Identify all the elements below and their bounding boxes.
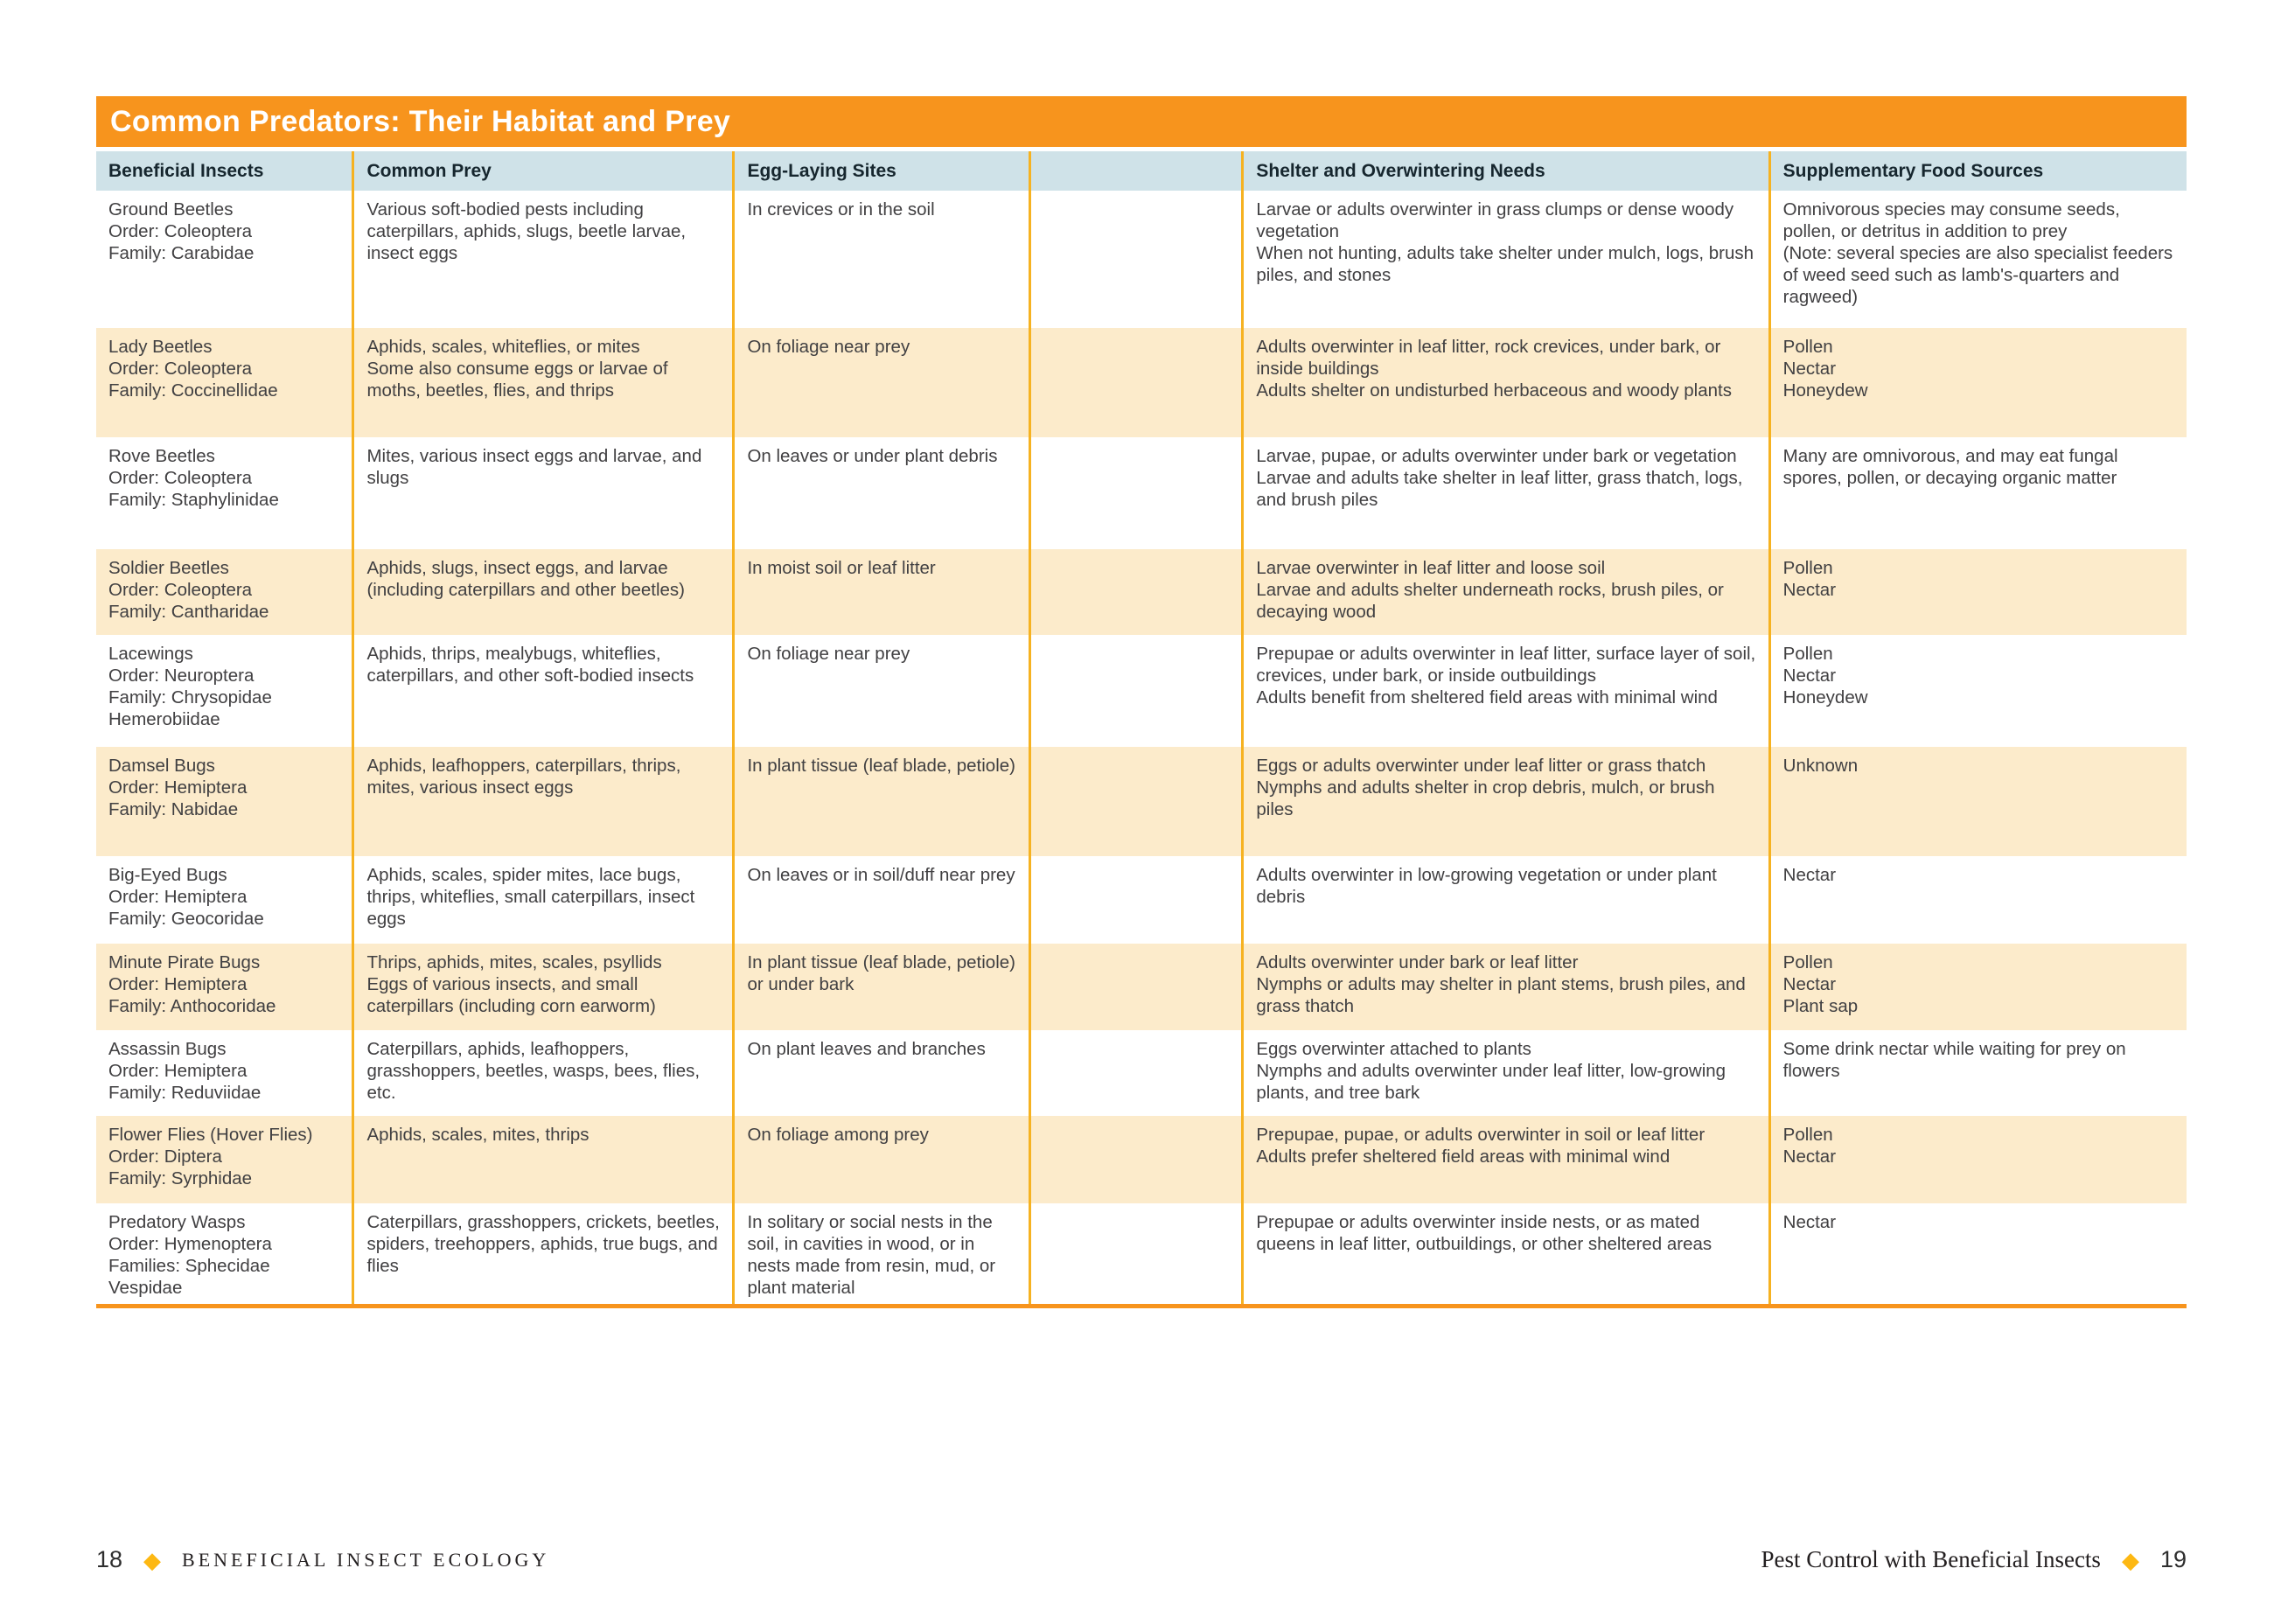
cell-insect	[96, 191, 353, 328]
cell-text: Eggs overwinter attached to plants	[1256, 1039, 1531, 1059]
cell-text: Soldier Beetles	[108, 558, 229, 578]
cell-text: Eggs of various insects, and small caterpillars (including corn earworm)	[366, 974, 656, 1016]
cell-text: Family: Carabidae	[108, 243, 255, 263]
cell-empty	[1029, 635, 1243, 747]
cell-food	[1769, 549, 2187, 635]
page-footer	[96, 1546, 2187, 1573]
footer-left	[96, 1546, 549, 1573]
cell-text: Hemerobiidae	[108, 709, 220, 729]
cell-empty	[1029, 328, 1243, 437]
cell-text: Lacewings	[108, 644, 193, 664]
cell-text: In moist soil or leaf litter	[747, 558, 936, 578]
cell-egg-sites	[734, 1203, 1029, 1307]
cell-text: Mites, various insect eggs and larvae, and slugs	[366, 446, 702, 488]
predators-data-table	[96, 151, 2187, 1308]
cell-text: Family: Cantharidae	[108, 602, 269, 622]
cell-shelter	[1243, 635, 1769, 747]
cell-text: Some drink nectar while waiting for prey on flowers	[1782, 1039, 2126, 1081]
table-row	[96, 328, 2187, 437]
cell-food	[1769, 856, 2187, 944]
cell-text: Larvae overwinter in leaf litter and loose soil	[1256, 558, 1606, 578]
cell-text: Nymphs and adults overwinter under leaf litter, low-growing plants, and tree bark	[1256, 1061, 1726, 1103]
cell-egg-sites	[734, 191, 1029, 328]
cell-empty	[1029, 549, 1243, 635]
cell-empty	[1029, 437, 1243, 549]
cell-text: Some also consume eggs or larvae of moths, beetles, flies, and thrips	[366, 359, 668, 401]
cell-text: Aphids, scales, whiteflies, or mites	[366, 337, 640, 357]
cell-empty	[1029, 191, 1243, 328]
cell-prey	[353, 944, 734, 1030]
header-row	[96, 151, 2187, 191]
cell-prey	[353, 1116, 734, 1203]
cell-text: Prepupae or adults overwinter in leaf litter, surface layer of soil, crevices, under bark, or inside outbuildings	[1256, 644, 1756, 686]
cell-text: Aphids, slugs, insect eggs, and larvae (including caterpillars and other beetles)	[366, 558, 685, 600]
cell-text: Family: Staphylinidae	[108, 490, 279, 510]
cell-egg-sites	[734, 437, 1029, 549]
cell-insect	[96, 747, 353, 856]
cell-food	[1769, 1203, 2187, 1307]
cell-text: Aphids, thrips, mealybugs, whiteflies, caterpillars, and other soft-bodied insects	[366, 644, 694, 686]
cell-text: Order: Hemiptera	[108, 1061, 248, 1081]
cell-shelter	[1243, 1203, 1769, 1307]
cell-empty	[1029, 1030, 1243, 1116]
header-common-prey: Common Prey	[353, 151, 734, 191]
cell-text: Larvae and adults shelter underneath rocks, brush piles, or decaying wood	[1256, 580, 1724, 622]
cell-text: Predatory Wasps	[108, 1212, 246, 1232]
cell-insect	[96, 437, 353, 549]
cell-text: Family: Chrysopidae	[108, 687, 272, 707]
cell-text: Adults overwinter under bark or leaf litter	[1256, 952, 1579, 972]
cell-text: Nectar	[1782, 666, 1837, 686]
cell-text: Adults benefit from sheltered field areas with minimal wind	[1256, 687, 1718, 707]
cell-text: Order: Hemiptera	[108, 777, 248, 798]
cell-text: Nectar	[1782, 359, 1837, 379]
cell-egg-sites	[734, 328, 1029, 437]
footer-right	[1761, 1546, 2187, 1573]
header-beneficial-insects: Beneficial Insects	[96, 151, 353, 191]
cell-shelter	[1243, 856, 1769, 944]
cell-shelter	[1243, 1030, 1769, 1116]
cell-empty	[1029, 747, 1243, 856]
cell-text: Aphids, scales, mites, thrips	[366, 1125, 589, 1145]
table-title: Common Predators: Their Habitat and Prey	[110, 105, 731, 138]
cell-text: Order: Coleoptera	[108, 580, 253, 600]
cell-egg-sites	[734, 944, 1029, 1030]
cell-text: Family: Anthocoridae	[108, 996, 276, 1016]
diamond-icon: ◆	[143, 1546, 162, 1573]
cell-text: Aphids, scales, spider mites, lace bugs, thrips, whiteflies, small caterpillars, insect eggs	[366, 865, 695, 929]
cell-text: On foliage near prey	[747, 644, 910, 664]
predators-table	[96, 96, 2187, 1308]
cell-text: On foliage among prey	[747, 1125, 929, 1145]
cell-text: Family: Geocoridae	[108, 909, 264, 929]
cell-insect	[96, 635, 353, 747]
table-row	[96, 1203, 2187, 1307]
cell-text: In plant tissue (leaf blade, petiole) or under bark	[747, 952, 1015, 994]
cell-text: On leaves or in soil/duff near prey	[747, 865, 1015, 885]
cell-text: Plant sap	[1782, 996, 1859, 1016]
cell-text: Flower Flies (Hover Flies)	[108, 1125, 313, 1145]
cell-text: Order: Coleoptera	[108, 468, 253, 488]
table-body	[96, 191, 2187, 1307]
cell-text: Larvae or adults overwinter in grass clumps or dense woody vegetation	[1256, 199, 1734, 241]
page-number-left: 18	[96, 1546, 123, 1572]
cell-insect	[96, 1203, 353, 1307]
cell-text: Honeydew	[1782, 380, 1868, 401]
cell-text: Order: Coleoptera	[108, 221, 253, 241]
cell-prey	[353, 635, 734, 747]
cell-prey	[353, 747, 734, 856]
diamond-icon: ◆	[2121, 1546, 2139, 1573]
cell-shelter	[1243, 437, 1769, 549]
cell-text: Order: Hemiptera	[108, 887, 248, 907]
cell-text: Larvae and adults take shelter in leaf litter, grass thatch, logs, and brush piles	[1256, 468, 1743, 510]
cell-text: Nectar	[1782, 974, 1837, 994]
cell-egg-sites	[734, 1030, 1029, 1116]
cell-empty	[1029, 856, 1243, 944]
cell-shelter	[1243, 549, 1769, 635]
cell-prey	[353, 437, 734, 549]
cell-shelter	[1243, 747, 1769, 856]
cell-text: Adults overwinter in leaf litter, rock crevices, under bark, or inside buildings	[1256, 337, 1721, 379]
header-supplementary-food: Supplementary Food Sources	[1769, 151, 2187, 191]
cell-text: Pollen	[1782, 558, 1833, 578]
cell-insect	[96, 549, 353, 635]
cell-text: Honeydew	[1782, 687, 1868, 707]
cell-text: Families: Sphecidae	[108, 1256, 270, 1276]
cell-text: Pollen	[1782, 337, 1833, 357]
cell-food	[1769, 635, 2187, 747]
cell-text: In solitary or social nests in the soil, in cavities in wood, or in nests made from resin, mud, or plant material	[747, 1212, 996, 1298]
cell-text: Vespidae	[108, 1278, 183, 1298]
cell-prey	[353, 1203, 734, 1307]
footer-section-title: BENEFICIAL INSECT ECOLOGY	[182, 1548, 550, 1571]
cell-text: Unknown	[1782, 756, 1859, 776]
cell-text: Family: Nabidae	[108, 799, 239, 819]
cell-shelter	[1243, 191, 1769, 328]
cell-empty	[1029, 944, 1243, 1030]
cell-prey	[353, 328, 734, 437]
cell-text: In plant tissue (leaf blade, petiole)	[747, 756, 1015, 776]
cell-text: Order: Neuroptera	[108, 666, 255, 686]
cell-text: Order: Hymenoptera	[108, 1234, 272, 1254]
cell-text: Prepupae or adults overwinter inside nests, or as mated queens in leaf litter, outbuildings, or other sheltered areas	[1256, 1212, 1712, 1254]
header-egg-laying-sites: Egg-Laying Sites	[734, 151, 1029, 191]
cell-insect	[96, 328, 353, 437]
table-row	[96, 635, 2187, 747]
cell-text: Damsel Bugs	[108, 756, 215, 776]
cell-food	[1769, 1030, 2187, 1116]
cell-text: Family: Reduviidae	[108, 1083, 262, 1103]
header-empty	[1029, 151, 1243, 191]
cell-food	[1769, 1116, 2187, 1203]
cell-text: Ground Beetles	[108, 199, 234, 220]
header-shelter-overwintering: Shelter and Overwintering Needs	[1243, 151, 1769, 191]
cell-text: In crevices or in the soil	[747, 199, 935, 220]
cell-food	[1769, 747, 2187, 856]
cell-empty	[1029, 1116, 1243, 1203]
cell-text: Minute Pirate Bugs	[108, 952, 261, 972]
cell-text: Adults shelter on undisturbed herbaceous and woody plants	[1256, 380, 1732, 401]
cell-text: Nymphs or adults may shelter in plant stems, brush piles, and grass thatch	[1256, 974, 1746, 1016]
cell-text: Larvae, pupae, or adults overwinter under bark or vegetation	[1256, 446, 1737, 466]
cell-text: Big-Eyed Bugs	[108, 865, 227, 885]
cell-text: On foliage near prey	[747, 337, 910, 357]
cell-text: Aphids, leafhoppers, caterpillars, thrips, mites, various insect eggs	[366, 756, 681, 798]
cell-text: Pollen	[1782, 1125, 1833, 1145]
table-title-bar	[96, 96, 2187, 147]
table-row	[96, 747, 2187, 856]
cell-text: Assassin Bugs	[108, 1039, 227, 1059]
cell-insect	[96, 856, 353, 944]
cell-text: Prepupae, pupae, or adults overwinter in soil or leaf litter	[1256, 1125, 1706, 1145]
cell-text: Nectar	[1782, 865, 1837, 885]
cell-text: Pollen	[1782, 952, 1833, 972]
cell-shelter	[1243, 328, 1769, 437]
table-row	[96, 191, 2187, 328]
cell-text: Caterpillars, aphids, leafhoppers, grasshoppers, beetles, wasps, bees, flies, etc.	[366, 1039, 701, 1103]
cell-egg-sites	[734, 635, 1029, 747]
cell-prey	[353, 1030, 734, 1116]
cell-text: Family: Syrphidae	[108, 1168, 253, 1188]
cell-text: Thrips, aphids, mites, scales, psyllids	[366, 952, 662, 972]
cell-text: Nectar	[1782, 1212, 1837, 1232]
cell-text: Family: Coccinellidae	[108, 380, 278, 401]
cell-shelter	[1243, 1116, 1769, 1203]
cell-text: Caterpillars, grasshoppers, crickets, beetles, spiders, treehoppers, aphids, true bugs, and flies	[366, 1212, 720, 1276]
table-header	[96, 151, 2187, 191]
cell-food	[1769, 437, 2187, 549]
cell-empty	[1029, 1203, 1243, 1307]
cell-text: When not hunting, adults take shelter under mulch, logs, brush piles, and stones	[1256, 243, 1754, 285]
page-number-right: 19	[2159, 1546, 2187, 1572]
cell-text: Nymphs and adults shelter in crop debris, mulch, or brush piles	[1256, 777, 1715, 819]
cell-text: Various soft-bodied pests including caterpillars, aphids, slugs, beetle larvae, insect eggs	[366, 199, 687, 263]
cell-insect	[96, 1030, 353, 1116]
table-row	[96, 437, 2187, 549]
table-row	[96, 549, 2187, 635]
cell-food	[1769, 328, 2187, 437]
footer-book-title: Pest Control with Beneficial Insects	[1761, 1546, 2101, 1572]
cell-prey	[353, 191, 734, 328]
cell-text: Eggs or adults overwinter under leaf litter or grass thatch	[1256, 756, 1706, 776]
table-row	[96, 1116, 2187, 1203]
cell-food	[1769, 191, 2187, 328]
cell-text: Order: Hemiptera	[108, 974, 248, 994]
cell-prey	[353, 549, 734, 635]
cell-text: Pollen	[1782, 644, 1833, 664]
cell-text: Many are omnivorous, and may eat fungal spores, pollen, or decaying organic matter	[1782, 446, 2118, 488]
cell-food	[1769, 944, 2187, 1030]
cell-text: Order: Coleoptera	[108, 359, 253, 379]
cell-text: Nectar	[1782, 580, 1837, 600]
table-row	[96, 1030, 2187, 1116]
cell-egg-sites	[734, 549, 1029, 635]
table-row	[96, 944, 2187, 1030]
cell-text: On leaves or under plant debris	[747, 446, 998, 466]
cell-text: (Note: several species are also specialist feeders of weed seed such as lamb's-quarters and ragweed)	[1782, 243, 2173, 307]
cell-text: Lady Beetles	[108, 337, 213, 357]
cell-egg-sites	[734, 1116, 1029, 1203]
cell-shelter	[1243, 944, 1769, 1030]
cell-text: Adults overwinter in low-growing vegetation or under plant debris	[1256, 865, 1717, 907]
cell-text: Nectar	[1782, 1147, 1837, 1167]
cell-egg-sites	[734, 747, 1029, 856]
cell-text: Order: Diptera	[108, 1147, 222, 1167]
cell-text: Adults prefer sheltered field areas with minimal wind	[1256, 1147, 1671, 1167]
cell-text: Rove Beetles	[108, 446, 215, 466]
cell-prey	[353, 856, 734, 944]
cell-insect	[96, 944, 353, 1030]
cell-egg-sites	[734, 856, 1029, 944]
table-row	[96, 856, 2187, 944]
cell-insect	[96, 1116, 353, 1203]
cell-text: On plant leaves and branches	[747, 1039, 986, 1059]
cell-text: Omnivorous species may consume seeds, pollen, or detritus in addition to prey	[1782, 199, 2120, 241]
